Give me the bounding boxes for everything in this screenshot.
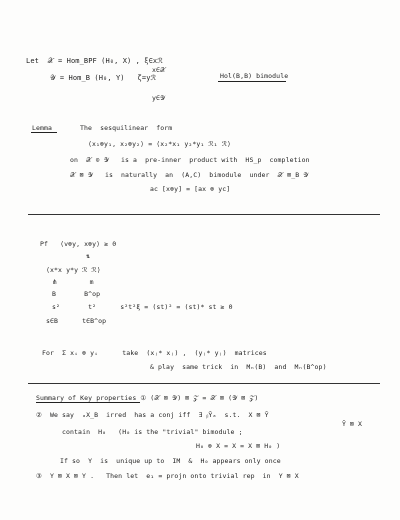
proof-line-9: & play same trick in Mₙ(B) and Mₙ(B^op) xyxy=(150,363,327,371)
section-divider-1 xyxy=(28,214,380,215)
lemma-label: Lemma xyxy=(32,124,53,132)
definition-x-sub: x∈𝒳 xyxy=(152,66,166,74)
summary-heading-underline xyxy=(36,402,140,403)
lemma-underline xyxy=(31,132,57,133)
summary-line-1: ② We say ₐX_B irred has a conj iff ∃ ᵦȲₐ s.t. X ⊠ Ȳ xyxy=(36,411,269,419)
proof-line-5: B B^op xyxy=(52,290,101,298)
definition-y: 𝒴 = Hom_B (H₀, Y) ζ=yℛ xyxy=(50,74,157,82)
lemma-line-1: The sesquilinear form xyxy=(80,124,173,132)
lemma-line-4: 𝒳 ⊠ 𝒴 is naturally an (A,C) bimodule under 𝒳 ⊠_B 𝒴 xyxy=(70,171,309,179)
lemma-line-5: ac [x⊗y] = [ax ⊗ yc] xyxy=(150,185,231,193)
definition-x: Let 𝒳 = Hom_BPF (H₀, X) , ξ∈xℛ xyxy=(26,57,163,65)
definition-y-sub: y∈𝒴 xyxy=(152,94,166,102)
bimodule-tag-underline xyxy=(218,81,286,82)
summary-line-4: If so Y is unique up to IM & H₀ appears only once xyxy=(60,457,281,465)
bimodule-tag: Hol(B,B) bimodule xyxy=(220,72,289,80)
lemma-line-3: on 𝒳 ⊙ 𝒴 is a pre-inner product with HS_p completion xyxy=(70,156,310,164)
proof-line-6: s² t² s²t²ξ = (st)² = (st)* st ≥ 0 xyxy=(52,303,233,311)
summary-line-5: ③ Y ⊠ X ⊠ Y . Then let e₁ = projn onto trivial rep in Y ⊠ X xyxy=(36,472,299,480)
summary-line-1b: Ȳ ⊠ X xyxy=(342,420,363,428)
lemma-line-2: ⟨x₁⊗y₁, x₂⊗y₂⟩ = ⟨x₂*x₁ y₂*y₁ ℛ₁ ℛ⟩ xyxy=(88,140,232,148)
proof-line-2: ⇅ xyxy=(86,252,91,260)
proof-line-4: ⋔ m xyxy=(52,278,94,286)
summary-line-3: H₀ ⊗ X = X = X ⊠ H₀ ) xyxy=(196,442,281,450)
proof-line-3: ⟨x*x y*y ℛ ℛ⟩ xyxy=(46,266,101,274)
section-divider-2 xyxy=(28,383,380,384)
summary-heading: Summary of Key properties ① (𝒳 ⊠ 𝒴) ⊠ 𝒵 = 𝒳 ⊠ (𝒴 ⊠ 𝒵) xyxy=(36,394,259,402)
proof-line-7: s∈B t∈B^op xyxy=(46,317,107,325)
proof-line-8: For Σ xᵢ ⊗ yᵢ take (xⱼ* xⱼ) , (yⱼ* yⱼ) matrices xyxy=(42,349,267,357)
proof-line-1: Pf ⟨v⊗y, x⊗y⟩ ≥ 0 xyxy=(40,240,117,248)
summary-line-2: contain H₀ (H₀ is the "trivial" bimodule ; xyxy=(62,428,243,436)
